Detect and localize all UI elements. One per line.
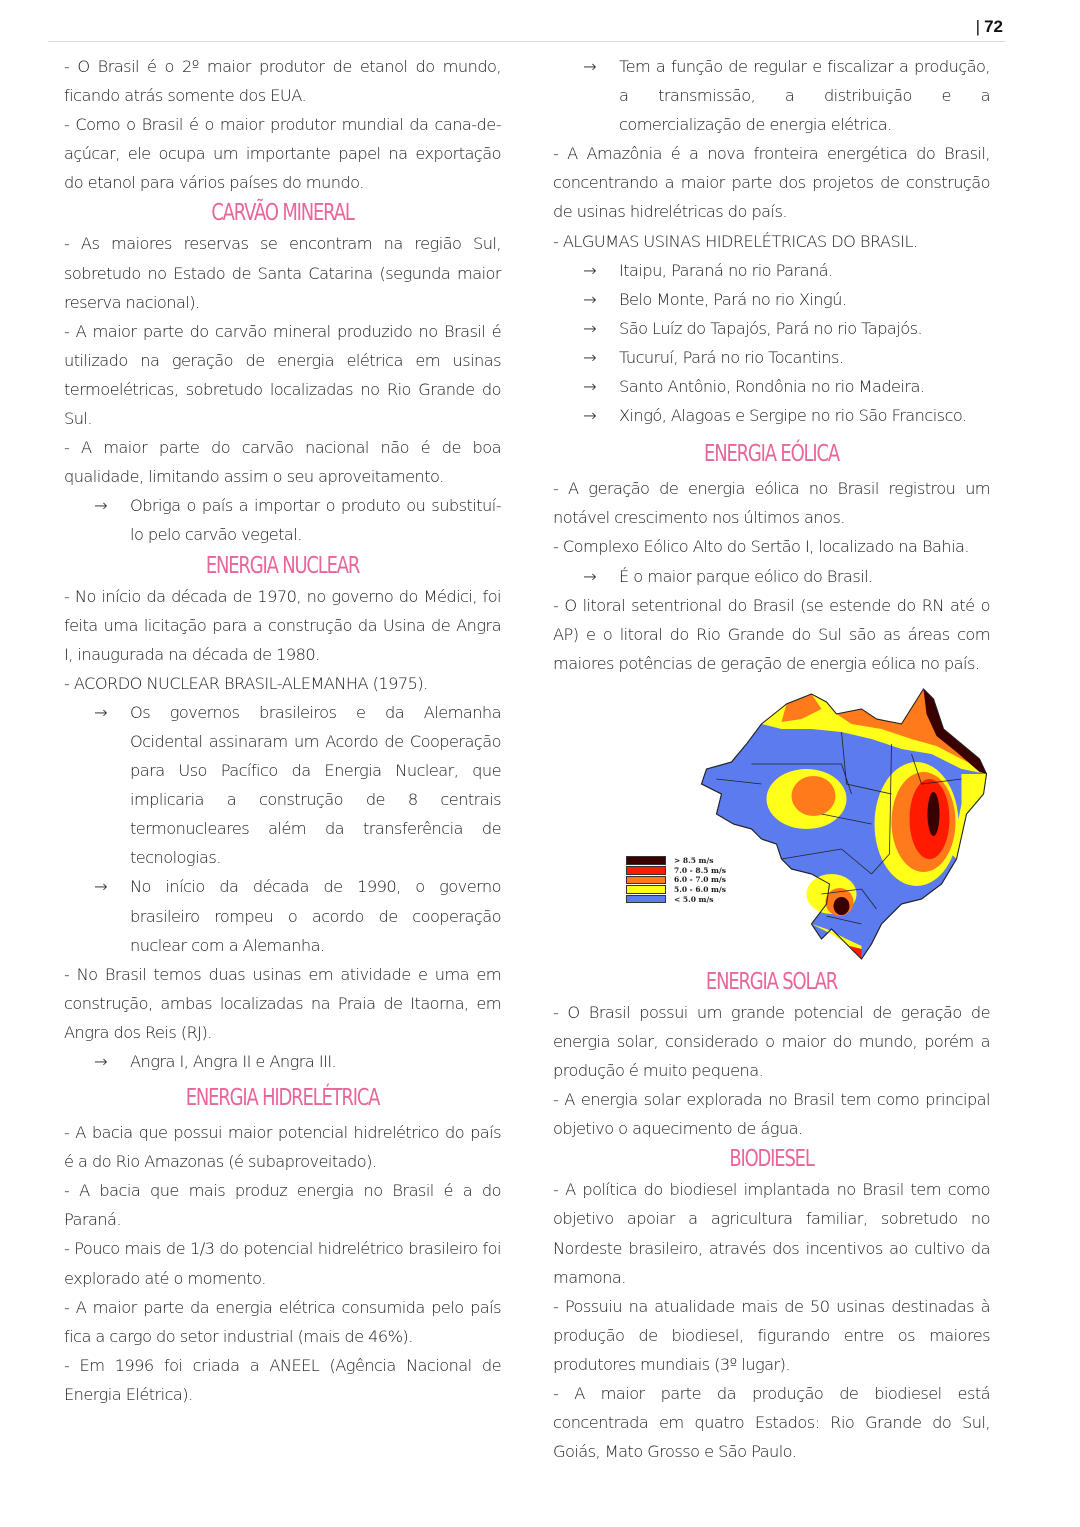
arrow-item-text: Tem a função de regular e fiscalizar a produção, a transmissão, a distribuição e a comercialização de energia elétrica. [619,57,990,135]
page-number-separator: | [975,17,981,36]
legend-swatch [626,876,666,885]
legend-label: < 5.0 m/s [674,894,714,904]
heading-energia-hidreletrica: ENERGIA HIDRELÉTRICA [185,1085,380,1112]
legend-swatch [626,885,666,894]
arrow-item-maior-parque [553,562,990,591]
heading-carvao-mineral: CARVÃO MINERAL [211,200,354,227]
arrow-item-acordo-cooperacao [64,698,501,873]
legend-label: > 8.5 m/s [674,856,714,866]
arrow-item-text: No início da década de 1990, o governo brasileiro rompeu o acordo de cooperação nuclear com a Alemanha. [130,877,501,955]
arrow-item-text: Santo Antônio, Rondônia no rio Madeira. [619,377,925,397]
arrow-item-text: Obriga o país a importar o produto ou substituí-lo pelo carvão vegetal. [130,496,501,545]
usina-item-tucurui [553,343,990,372]
paragraph-carvao-reservas: - As maiores reservas se encontram na região Sul, sobretudo no Estado de Santa Catarina (segunda maior reserva nacional). [64,234,501,312]
legend-label: 5.0 - 6.0 m/s [674,884,726,894]
arrow-right-icon: → [94,877,108,897]
heading-energia-eolica: ENERGIA EÓLICA [704,441,839,468]
left-column [64,52,501,1409]
page-number [976,17,1003,37]
arrow-item-carvao-importar [64,491,501,549]
wind-speed-legend [626,856,726,904]
paragraph-eolica-crescimento: - A geração de energia eólica no Brasil registrou um notável crescimento nos últimos anos. [553,479,990,528]
paragraph-eolica-litoral: - O litoral setentrional do Brasil (se estende do RN até o AP) e o litoral do Rio Grande do Sul são as áreas com maiores potências de geração de energia eólica no país. [553,595,990,673]
legend-swatch [626,866,666,875]
wind-potential-map [553,684,990,964]
legend-label: 6.0 - 7.0 m/s [674,875,726,885]
legend-item [626,885,726,895]
paragraph-biodiesel-estados: - A maior parte da produção de biodiesel está concentrada em quatro Estados: Rio Grande do Sul, Goiás, Mato Grosso e São Paulo. [553,1384,990,1462]
paragraph-etanol-export: - Como o Brasil é o maior produtor mundial da cana-de-açúcar, ele ocupa um importante papel na exportação do etanol para vários países do mundo. [64,115,501,193]
right-column [553,52,990,1466]
arrow-item-text: Angra I, Angra II e Angra III. [130,1052,337,1071]
arrow-right-icon: → [583,566,597,586]
arrow-right-icon: → [583,347,597,367]
heading-energia-nuclear: ENERGIA NUCLEAR [205,552,360,579]
arrow-right-icon: → [94,1052,108,1071]
paragraph-amazonia-fronteira: - A Amazônia é a nova fronteira energética do Brasil, concentrando a maior parte dos projetos de construção de usinas hidrelétricas do país. [553,144,990,222]
usina-item-santo-antonio [553,372,990,401]
paragraph-biodiesel-usinas: - Possuiu na atualidade mais de 50 usinas destinadas à produção de biodiesel, figurando entre os maiores produtores mundiais (3º lugar). [553,1296,990,1374]
arrow-item-aneel-funcao [553,52,990,139]
arrow-right-icon: → [94,496,108,516]
heading-biodiesel: BIODIESEL [729,1146,814,1173]
arrow-right-icon: → [94,702,108,722]
arrow-item-text: Tucuruí, Pará no rio Tocantins. [619,347,844,367]
paragraph-eolica-complexo: - Complexo Eólico Alto do Sertão I, localizado na Bahia. [553,537,970,557]
legend-item [626,894,726,904]
arrow-right-icon: → [583,377,597,397]
legend-item [626,856,726,866]
paragraph-solar-objetivo: - A energia solar explorada no Brasil tem como principal objetivo o aquecimento de água. [553,1090,990,1139]
paragraph-hidro-amazonas: - A bacia que possui maior potencial hidrelétrico do país é a do Rio Amazonas (é subaproveitado). [64,1123,501,1172]
paragraph-etanol-producer: - O Brasil é o 2º maior produtor de etanol do mundo, ficando atrás somente dos EUA. [64,57,501,106]
paragraph-solar-potencial: - O Brasil possui um grande potencial de geração de energia solar, considerado o maior do mundo, porém a produção é muito pequena. [553,1002,990,1081]
arrow-item-text: Belo Monte, Pará no rio Xingú. [619,289,847,309]
arrow-right-icon: → [583,406,597,426]
arrow-item-acordo-rompido [64,872,501,959]
arrow-item-text: São Luíz do Tapajós, Pará no rio Tapajós. [619,318,923,338]
arrow-item-text: Os governos brasileiros e da Alemanha Ocidental assinaram um Acordo de Cooperação para Uso Pacífico da Energia Nuclear, que implicaria a construção de 8 centrais termonucleares além da transferência de tecnologias. [130,702,501,868]
usina-item-itaipu [553,256,990,285]
arrow-right-icon: → [583,57,597,76]
arrow-item-text: Xingó, Alagoas e Sergipe no rio São Francisco. [619,406,967,426]
paragraph-carvao-uso: - A maior parte do carvão mineral produzido no Brasil é utilizado na geração de energia elétrica em usinas termoelétricas, sobretudo localizadas no Rio Grande do Sul. [64,321,501,429]
header-rule [48,41,1005,42]
paragraph-usinas-titulo: - ALGUMAS USINAS HIDRELÉTRICAS DO BRASIL. [553,231,918,251]
paragraph-nuclear-angra: - No início da década de 1970, no governo do Médici, foi feita uma licitação para a construção da Usina de Angra I, inaugurada na década de 1980. [64,586,501,664]
heading-energia-solar: ENERGIA SOLAR [705,968,838,995]
arrow-right-icon: → [583,289,597,309]
paragraph-hidro-aneel: - Em 1996 foi criada a ANEEL (Agência Nacional de Energia Elétrica). [64,1355,501,1404]
page-number-value: 72 [984,17,1003,36]
legend-item [626,865,726,875]
legend-swatch [626,856,666,865]
paragraph-nuclear-usinas: - No Brasil temos duas usinas em atividade e uma em construção, ambas localizadas na Praia de Itaorna, em Angra dos Reis (RJ). [64,964,501,1042]
arrow-right-icon: → [583,260,597,280]
paragraph-carvao-qualidade: - A maior parte do carvão nacional não é de boa qualidade, limitando assim o seu aproveitamento. [64,438,501,487]
usina-item-sao-luiz-tapajos [553,314,990,343]
arrow-item-angra-list [64,1047,501,1076]
paragraph-hidro-consumo: - A maior parte da energia elétrica consumida pelo país fica a cargo do setor industrial (mais de 46%). [64,1297,501,1346]
arrow-right-icon: → [583,318,597,338]
legend-label: 7.0 - 8.5 m/s [674,865,726,875]
paragraph-hidro-potencial: - Pouco mais de 1/3 do potencial hidrelétrico brasileiro foi explorado até o momento. [64,1239,501,1288]
legend-item [626,875,726,885]
usina-item-xingo [553,401,990,430]
paragraph-nuclear-acordo: - ACORDO NUCLEAR BRASIL-ALEMANHA (1975). [64,673,428,693]
usina-item-belo-monte [553,285,990,314]
paragraph-hidro-parana: - A bacia que mais produz energia no Brasil é a do Paraná. [64,1181,501,1230]
arrow-item-text: É o maior parque eólico do Brasil. [619,566,873,586]
arrow-item-text: Itaipu, Paraná no rio Paraná. [619,260,833,280]
paragraph-biodiesel-politica: - A política do biodiesel implantada no Brasil tem como objetivo apoiar a agricultura familiar, sobretudo no Nordeste brasileiro, através dos incentivos ao cultivo da mamona. [553,1180,990,1287]
brazil-map-graphic [608,684,1045,964]
legend-swatch [626,895,666,904]
